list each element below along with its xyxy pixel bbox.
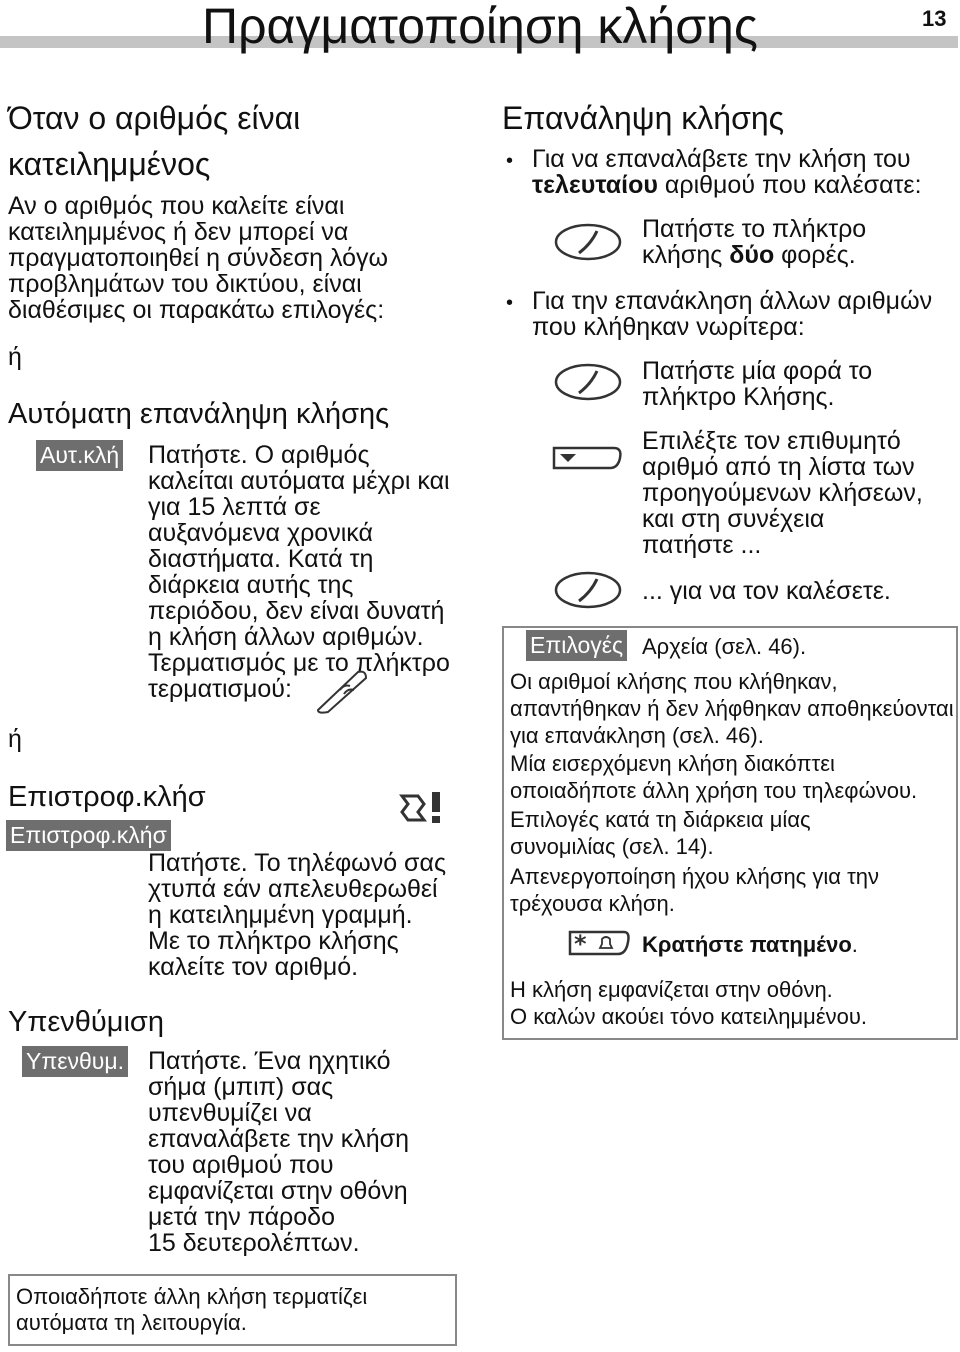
busy-intro-line: πραγματοποιηθεί η σύνδεση λόγω	[8, 244, 388, 272]
callback-line: χτυπά εάν απελευθερωθεί	[148, 875, 438, 903]
reminder-line: επαναλάβετε την κλήση	[148, 1125, 409, 1153]
page-number: 13	[922, 6, 947, 31]
reminder-heading: Υπενθύμιση	[8, 1006, 164, 1038]
auto-line: τερματισμού:	[148, 675, 292, 703]
auto-line: περιόδου, δεν είναι δυνατή	[148, 597, 445, 625]
redial-bullet-2-line: Για την επανάκληση άλλων αριθμών	[532, 287, 933, 315]
svg-text:*: *	[574, 930, 587, 958]
box-line: τρέχουσα κλήση.	[510, 891, 675, 916]
busy-heading-2: κατειλημμένος	[8, 146, 211, 182]
auto-line: αυξανόμενα χρονικά	[148, 519, 373, 547]
busy-intro-line: διαθέσιμες οι παρακάτω επιλογές:	[8, 296, 385, 324]
end-key-icon	[314, 668, 370, 714]
note-box	[8, 1274, 457, 1346]
reminder-line: εμφανίζεται στην οθόνη	[148, 1177, 408, 1205]
box-line: οποιαδήποτε άλλη χρήση του τηλεφώνου.	[510, 778, 918, 803]
bullet-icon: •	[506, 292, 514, 314]
note-line: αυτόματα τη λειτουργία.	[16, 1310, 247, 1335]
box-after-line: Η κλήση εμφανίζεται στην οθόνη.	[510, 977, 833, 1002]
note-line: Οποιαδήποτε άλλη κλήση τερματίζει	[16, 1284, 368, 1309]
auto-line: διαστήματα. Κατά τη	[148, 545, 374, 573]
line-pre: κλήσης	[642, 241, 730, 269]
box-line: Επιλογές κατά τη διάρκεια μίας	[510, 807, 811, 832]
or-separator: ή	[8, 725, 22, 753]
options-box	[502, 626, 958, 1040]
or-separator: ή	[8, 343, 22, 371]
redial-step-2-line: Πατήστε μία φορά το	[642, 357, 873, 385]
redial-step-4-line: ... για να τον καλέσετε.	[642, 577, 891, 605]
callback-heading: Επιστροφ.κλήσ	[8, 781, 206, 813]
box-line: συνομιλίας (σελ. 14).	[510, 834, 714, 859]
busy-intro-line: κατειλημμένος ή δεν μπορεί να	[8, 218, 349, 246]
page-title: Πραγματοποίηση κλήσης	[202, 0, 758, 54]
hold-key-end: .	[851, 932, 858, 957]
auto-redial-softkey[interactable]: Αυτ.κλή	[36, 440, 123, 471]
busy-heading-1: Όταν ο αριθμός είναι	[8, 100, 301, 136]
options-softkey-text: Αρχεία (σελ. 46).	[642, 634, 807, 659]
auto-line: η κλήση άλλων αριθμών.	[148, 623, 424, 651]
redial-step-1-line: Πατήστε το πλήκτρο	[642, 215, 867, 243]
bold-word: τελευταίου	[532, 171, 658, 199]
box-line: Οι αριθμοί κλήσης που κλήθηκαν,	[510, 669, 838, 694]
auto-line: Τερματισμός με το πλήκτρο	[148, 649, 450, 677]
reminder-softkey[interactable]: Υπενθυμ.	[22, 1046, 128, 1077]
nav-down-key-icon	[550, 438, 624, 476]
auto-line: διάρκεια αυτής της	[148, 571, 354, 599]
auto-redial-heading: Αυτόματη επανάληψη κλήσης	[8, 398, 390, 430]
reminder-line: Πατήστε. Ένα ηχητικό	[148, 1047, 391, 1075]
redial-step-2-line: πλήκτρο Κλήσης.	[642, 383, 835, 411]
bold-word: δύο	[729, 241, 775, 269]
hold-key-bold: Κρατήστε πατημένο	[642, 932, 852, 957]
redial-step-3-line: πατήστε ...	[642, 531, 762, 559]
busy-intro-line: προβλημάτων του δικτύου, είναι	[8, 270, 362, 298]
auto-line: καλείται αυτόματα μέχρι και	[148, 467, 450, 495]
busy-intro-line: Αν ο αριθμός που καλείτε είναι	[8, 192, 345, 220]
options-softkey[interactable]: Επιλογές	[526, 630, 627, 661]
bullet-icon: •	[506, 150, 514, 172]
callback-softkey[interactable]: Επιστροφ.κλήσ	[6, 820, 171, 851]
box-line: απαντήθηκαν ή δεν λήφθηκαν αποθηκεύονται	[510, 696, 954, 721]
box-line: για επανάκληση (σελ. 46).	[510, 723, 764, 748]
auto-line: για 15 λεπτά σε	[148, 493, 321, 521]
redial-bullet-2-line: που κλήθηκαν νωρίτερα:	[532, 313, 805, 341]
callback-line: καλείτε τον αριθμό.	[148, 953, 359, 981]
call-key-icon	[553, 222, 623, 262]
call-key-icon	[553, 362, 623, 402]
redial-bullet-1-line: Για να επαναλάβετε την κλήση του	[532, 145, 911, 173]
redial-bullet-1-line2	[532, 172, 922, 198]
call-key-icon	[553, 570, 623, 610]
reminder-line: υπενθυμίζει να	[148, 1099, 312, 1127]
auto-line: Πατήστε. Ο αριθμός	[148, 441, 370, 469]
reminder-line: 15 δευτερολέπτων.	[148, 1229, 360, 1257]
box-line: Απενεργοποίηση ήχου κλήσης για την	[510, 864, 880, 889]
callback-line: η κατειλημμένη γραμμή.	[148, 901, 413, 929]
redial-step-3-line: Επιλέξτε τον επιθυμητό	[642, 427, 901, 455]
reminder-line: σήμα (μπιπ) σας	[148, 1073, 334, 1101]
line-rest: αριθμού που καλέσατε:	[657, 171, 922, 199]
reminder-line: μετά την πάροδο	[148, 1203, 335, 1231]
reminder-line: του αριθμού που	[148, 1151, 334, 1179]
callback-line: Με το πλήκτρο κλήσης	[148, 927, 399, 955]
callback-line: Πατήστε. Το τηλέφωνό σας	[148, 849, 446, 877]
network-service-icon	[398, 790, 450, 826]
redial-heading: Επανάληψη κλήσης	[502, 100, 785, 136]
redial-step-3-line: και στη συνέχεια	[642, 505, 825, 533]
box-line: Μία εισερχόμενη κλήση διακόπτει	[510, 751, 835, 776]
redial-step-3-line: αριθμό από τη λίστα των	[642, 453, 915, 481]
hold-key-text	[642, 932, 858, 958]
star-bell-key-icon	[566, 926, 632, 960]
redial-step-3-line: προηγούμενων κλήσεων,	[642, 479, 923, 507]
box-after-line: Ο καλών ακούει τόνο κατειλημμένου.	[510, 1004, 868, 1029]
line-post: φορές.	[774, 241, 856, 269]
redial-step-1-line2	[642, 242, 856, 268]
